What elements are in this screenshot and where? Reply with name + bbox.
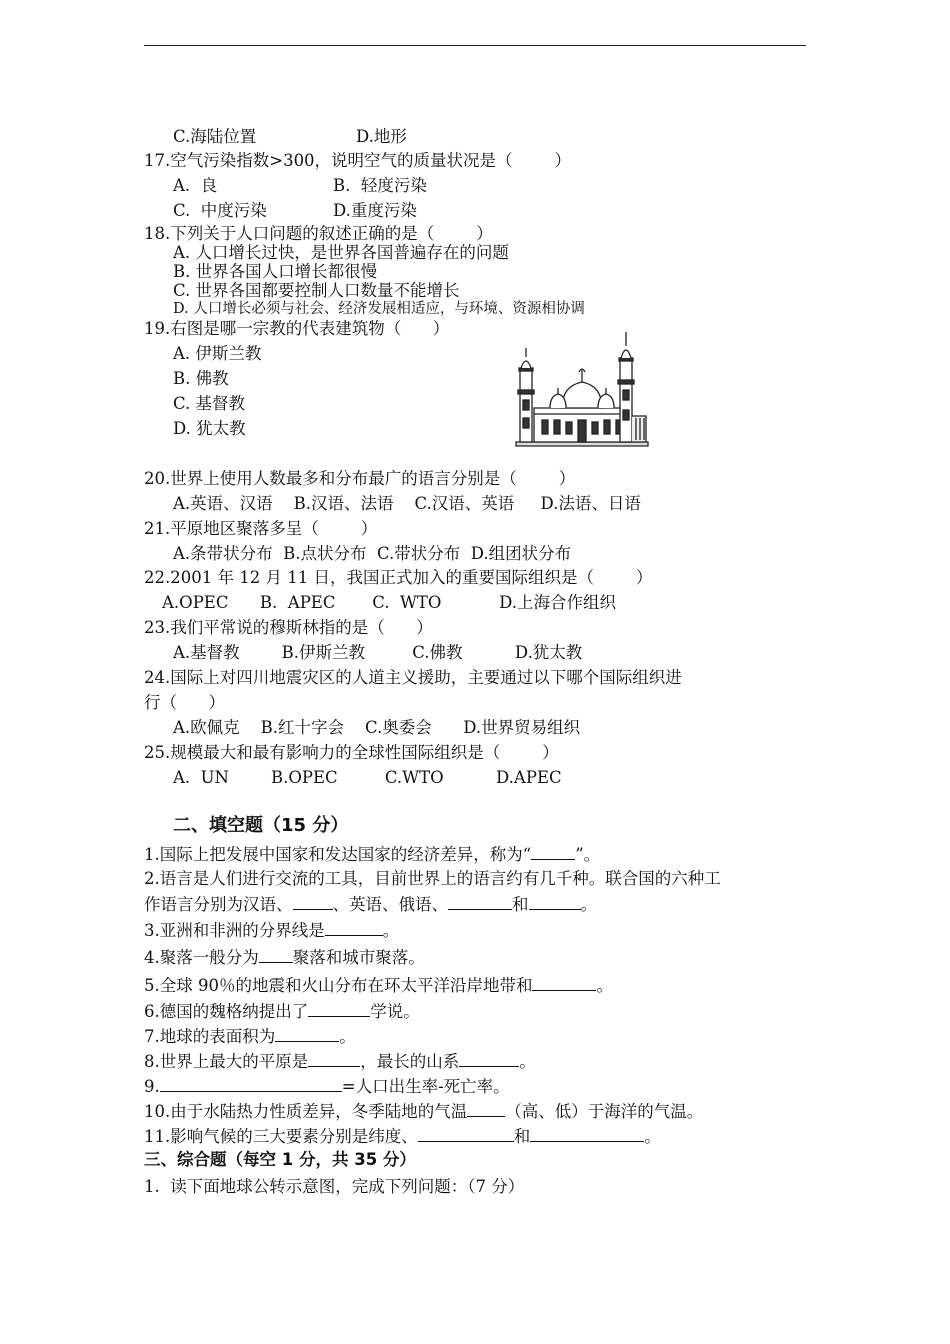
answer-blank[interactable]: [293, 895, 333, 910]
header-rule: [144, 45, 806, 46]
section-2-title: 二、填空题（15 分）: [173, 815, 349, 836]
q22-options: A.OPEC B. APEC C. WTO D.上海合作组织: [162, 593, 617, 612]
fill-question-3: 3.亚洲和非洲的分界线是 。: [144, 921, 400, 940]
q17-option-c: C. 中度污染: [173, 201, 267, 220]
q18-option-b: B. 世界各国人口增长都很慢: [173, 262, 378, 281]
q22-stem: 22.2001 年 12 月 11 日，我国正式加入的重要国际组织是（ ）: [144, 568, 653, 587]
q25-options: A. UN B.OPEC C.WTO D.APEC: [173, 768, 562, 787]
answer-blank[interactable]: [529, 895, 581, 910]
answer-blank[interactable]: [325, 921, 383, 936]
q23-stem: 23.我们平常说的穆斯林指的是（ ）: [144, 618, 433, 637]
q24-stem: 24.国际上对四川地震灾区的人道主义援助，主要通过以下哪个国际组织进: [144, 668, 682, 687]
q25-stem: 25.规模最大和最有影响力的全球性国际组织是（ ）: [144, 743, 559, 762]
answer-blank[interactable]: [530, 1127, 644, 1142]
q18-option-d: D. 人口增长必须与社会、经济发展相适应，与环境、资源相协调: [173, 301, 585, 317]
answer-blank[interactable]: [259, 948, 293, 963]
q17-stem: 17.空气污染指数>300，说明空气的质量状况是（ ）: [144, 151, 572, 170]
q17-option-b: B. 轻度污染: [333, 176, 427, 195]
fill-question-11: 11.影响气候的三大要素分别是纬度、 和 。: [144, 1127, 661, 1146]
q20-stem: 20.世界上使用人数最多和分布最广的语言分别是（ ）: [144, 469, 576, 488]
q23-options: A.基督教 B.伊斯兰教 C.佛教 D.犹太教: [173, 643, 583, 662]
answer-blank[interactable]: [308, 1002, 370, 1017]
section-3-title: 三、综合题（每空 1 分，共 35 分）: [144, 1150, 416, 1169]
fill-question-5: 5.全球 90％的地震和火山分布在环太平洋沿岸地带和 。: [144, 976, 613, 995]
q20-options: A.英语、汉语 B.汉语、法语 C.汉语、英语 D.法语、日语: [173, 494, 641, 513]
q19-option-c: C. 基督教: [173, 394, 246, 413]
answer-blank[interactable]: [418, 1127, 514, 1142]
synthesis-question-1: 1. 读下面地球公转示意图，完成下列问题：（7 分）: [144, 1177, 525, 1196]
answer-blank[interactable]: [532, 976, 596, 991]
q21-stem: 21.平原地区聚落多呈（ ）: [144, 519, 378, 538]
answer-blank[interactable]: [160, 1077, 342, 1092]
fill-question-8: 8.世界上最大的平原是 ，最长的山系 。: [144, 1052, 536, 1071]
fill-question-9: 9. =人口出生率-死亡率。: [144, 1077, 510, 1096]
fill-question-4: 4.聚落一般分为 聚落和城市聚落。: [144, 948, 425, 967]
q17-option-a: A. 良: [173, 176, 218, 195]
fill-question-10: 10.由于水陆热力性质差异，冬季陆地的气温 （高、低）于海洋的气温。: [144, 1102, 704, 1121]
q16-option-d: D.地形: [356, 127, 407, 146]
fill-question-2-line1: 2.语言是人们进行交流的工具，目前世界上的语言约有几千种。联合国的六种工: [144, 869, 721, 888]
fill-question-2-line2: 作语言分别为汉语、 、英语、俄语、 和 。: [144, 895, 597, 914]
q21-options: A.条带状分布 B.点状分布 C.带状分布 D.组团状分布: [173, 544, 572, 563]
q18-stem: 18.下列关于人口问题的叙述正确的是（ ）: [144, 224, 493, 243]
q18-option-a: A. 人口增长过快，是世界各国普遍存在的问题: [173, 243, 509, 262]
answer-blank[interactable]: [275, 1027, 339, 1042]
q19-option-d: D. 犹太教: [173, 419, 246, 438]
fill-question-7: 7.地球的表面积为 。: [144, 1027, 356, 1046]
answer-blank[interactable]: [459, 1052, 519, 1067]
answer-blank[interactable]: [448, 895, 512, 910]
q16-option-c: C.海陆位置: [173, 127, 257, 146]
q19-stem: 19.右图是哪一宗教的代表建筑物（ ）: [144, 319, 450, 338]
fill-question-1: 1.国际上把发展中国家和发达国家的经济差异，称为“ ”。: [144, 845, 601, 864]
answer-blank[interactable]: [467, 1102, 505, 1117]
fill-question-6: 6.德国的魏格纳提出了 学说。: [144, 1002, 420, 1021]
q17-option-d: D.重度污染: [333, 201, 417, 220]
q18-option-c: C. 世界各国都要控制人口数量不能增长: [173, 281, 460, 300]
mosque-illustration: [512, 330, 652, 448]
q24-stem-continued: 行（ ）: [144, 693, 225, 712]
q19-option-b: B. 佛教: [173, 369, 229, 388]
answer-blank[interactable]: [531, 845, 575, 860]
q24-options: A.欧佩克 B.红十字会 C.奥委会 D.世界贸易组织: [173, 718, 581, 737]
answer-blank[interactable]: [308, 1052, 360, 1067]
q19-option-a: A. 伊斯兰教: [173, 344, 262, 363]
